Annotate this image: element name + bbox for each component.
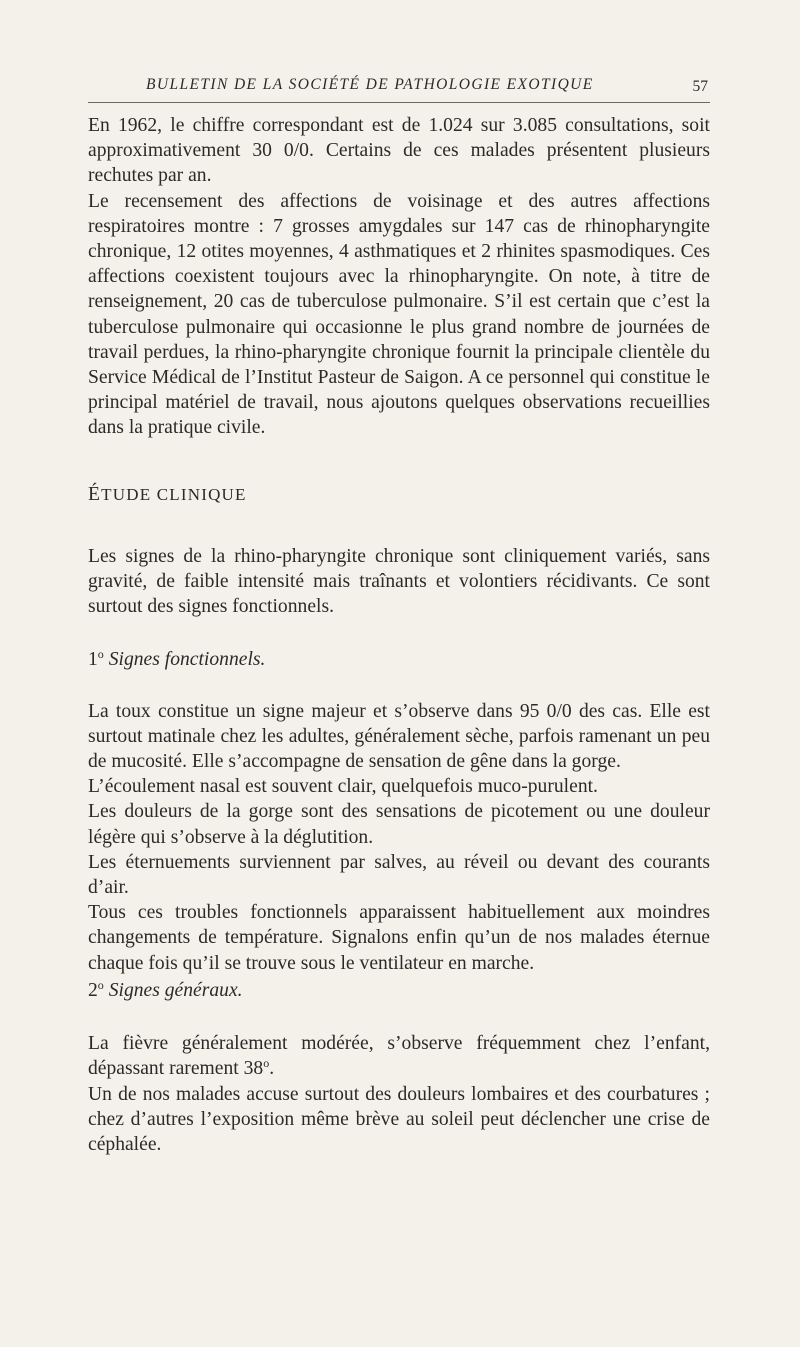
paragraph: Les douleurs de la gorge sont des sensations de picotement ou une douleur légère qui s’observe à la déglutition. bbox=[88, 801, 710, 848]
section-title: ÉTUDE CLINIQUE bbox=[88, 483, 247, 505]
paragraph: Les éternuements surviennent par salves, au réveil ou devant des courants d’air. bbox=[88, 851, 710, 899]
page-header bbox=[88, 72, 710, 103]
paragraph: Le recensement des affections de voisinage et des autres affections respiratoires montre : 7 grosses amygdales sur 147 cas de rhinopharyngite chronique, 12 otites moyennes, 4 asthmatiques et 2 rhinites spasmodiques. Ces affections coexistent toujours avec la rhinopharyngite. On note, à titre de renseignement, 20 cas de tuberculose pulmonaire. S’il est certain que c’est la tuberculose pulmonaire qui occasionne le plus grand nombre de journées de travail perdues, la rhino-pharyngite chronique fournit la principale clientèle du Service Médical de l’Institut Pasteur de Saigon. A ce personnel qui constitue le principal matériel de travail, nous ajoutons quelques observations recueillies dans la pratique civile. bbox=[88, 190, 710, 439]
page-number: 57 bbox=[692, 78, 708, 95]
subsection-title: 2$^o$ Signes généraux. bbox=[88, 977, 243, 1001]
paragraph: Un de nos malades accuse surtout des douleurs lombaires et des courbatures ; chez d’autres l’exposition même brève au soleil peut déclencher une crise de céphalée. bbox=[88, 1083, 710, 1155]
paragraph: En 1962, le chiffre correspondant est de 1.024 sur 3.085 consultations, soit approximativement 30 0/0. Certains de ces malades présentent plusieurs rechutes par an. bbox=[88, 115, 710, 187]
running-head: BULLETIN DE LA SOCIÉTÉ DE PATHOLOGIE EXOTIQUE bbox=[146, 76, 594, 93]
subsection-title: 1$^o$ Signes fonctionnels. bbox=[88, 647, 266, 671]
paragraph: Tous ces troubles fonctionnels apparaissent habituellement aux moindres changements de température. Signalons enfin qu’un de nos malades éternue chaque fois qu’il se trouve sous le ventilateur en marche. bbox=[88, 902, 710, 974]
body-text bbox=[88, 113, 710, 1157]
paragraph: L’écoulement nasal est souvent clair, quelquefois muco-purulent. bbox=[88, 776, 598, 798]
paragraph: La toux constitue un signe majeur et s’observe dans 95 0/0 des cas. Elle est surtout matinale chez les adultes, généralement sèche, parfois ramenant un peu de mucosité. Elle s’accompagne de sensation de gêne dans la gorge. bbox=[88, 700, 710, 773]
paragraph: Les signes de la rhino-pharyngite chronique sont cliniquement variés, sans gravité, de faible intensité mais traînants et volontiers récidivants. Ce sont surtout des signes fonctionnels. bbox=[88, 545, 710, 618]
paragraph: La fièvre généralement modérée, s’observe fréquemment chez l’enfant, dépassant rarement 38$^o$. bbox=[88, 1033, 710, 1080]
